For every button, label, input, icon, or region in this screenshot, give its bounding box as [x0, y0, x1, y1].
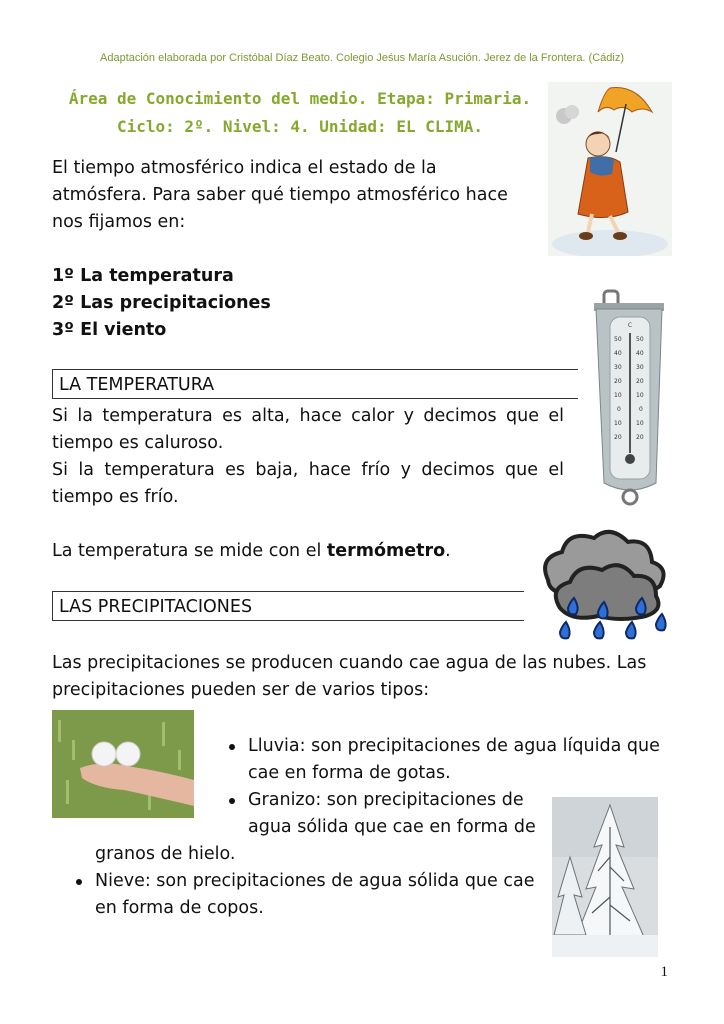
precipitation-intro [52, 650, 672, 704]
scale-right-10: 10 [636, 392, 644, 399]
temperature-hot-line2: tiempo es caluroso. [52, 433, 224, 453]
temperature-measure [52, 538, 451, 565]
intro-line: atmósfera. Para saber qué tiempo atmosférico hace [52, 185, 508, 205]
page-title-line1: Área de Conocimiento del medio. Etapa: Primaria. [68, 89, 532, 108]
snowy-trees-image [552, 797, 658, 957]
precipitation-intro-line2: precipitaciones pueden ser de varios tipos: [52, 680, 430, 700]
scale-left-20: 20 [614, 378, 622, 385]
hail-item-line1: Granizo: son precipitaciones de [248, 790, 524, 810]
scale-left-40: 40 [614, 350, 622, 357]
bullet-dot [76, 879, 82, 885]
temperature-heading: LA TEMPERATURA [52, 369, 578, 399]
scale-left-30: 30 [614, 364, 622, 371]
temperature-cold-line2: tiempo es frío. [52, 487, 179, 507]
hail-item-line3: granos de hielo. [95, 844, 236, 864]
precipitation-heading: LAS PRECIPITACIONES [52, 591, 524, 621]
scale-right-0: 0 [639, 406, 643, 413]
scale-right-30: 30 [636, 364, 644, 371]
hail-item-line2: agua sólida que cae en forma de [248, 817, 536, 837]
rain-item-line1: Lluvia: son precipitaciones de agua líquida que [248, 736, 660, 756]
temperature-hot-line1: Si la temperatura es alta, hace calor y decimos que el [52, 406, 564, 426]
scale-left-50: 50 [614, 336, 622, 343]
girl-umbrella-illustration [548, 82, 672, 256]
scale-left-10: 10 [614, 392, 622, 399]
scale-right-40: 40 [636, 350, 644, 357]
thermometer-unit: C [627, 322, 633, 329]
page-title-line2: Ciclo: 2º. Nivel: 4. Unidad: EL CLIMA. [116, 117, 484, 136]
rain-item-line2: cae en forma de gotas. [248, 763, 451, 783]
header-note: Adaptación elaborada por Cristóbal Díaz Beato. Colegio Jeśus María Asución. Jerez de la Frontera. (Cádiz) [100, 52, 624, 64]
precipitation-intro-line1: Las precipitaciones se producen cuando cae agua de las nubes. Las [52, 653, 647, 673]
snow-item-line2: en forma de copos. [95, 898, 264, 918]
scale-right-50: 50 [636, 336, 644, 343]
scale-left-minus10: 10 [614, 420, 622, 427]
thermometer-image [590, 283, 668, 511]
measure-prefix: La temperatura se mide con el [52, 541, 327, 561]
snow-item-line1: Nieve: son precipitaciones de agua sólida que cae [95, 871, 535, 891]
measure-instrument: termómetro [326, 541, 446, 561]
scale-right-20: 20 [636, 378, 644, 385]
temperature-paragraph [52, 403, 564, 511]
hail-in-hand-image [52, 710, 194, 818]
factors-list [52, 263, 271, 344]
intro-paragraph [52, 155, 532, 236]
page-number: 1 [660, 964, 668, 980]
temperature-cold-line1: Si la temperatura es baja, hace frío y decimos que el [52, 460, 564, 480]
factor-item: 3º El viento [52, 320, 167, 340]
rain-cloud-illustration [524, 518, 684, 648]
scale-left-0: 0 [617, 406, 621, 413]
bullet-dot [229, 744, 235, 750]
scale-right-minus20: 20 [636, 434, 644, 441]
factor-item: 2º Las precipitaciones [52, 293, 271, 313]
scale-left-minus20: 20 [614, 434, 622, 441]
factor-item: 1º La temperatura [52, 266, 234, 286]
measure-suffix: . [445, 541, 451, 561]
scale-right-minus10: 10 [636, 420, 644, 427]
bullet-dot [229, 798, 235, 804]
intro-line: nos fijamos en: [52, 212, 186, 232]
intro-line: El tiempo atmosférico indica el estado de la [52, 158, 437, 178]
